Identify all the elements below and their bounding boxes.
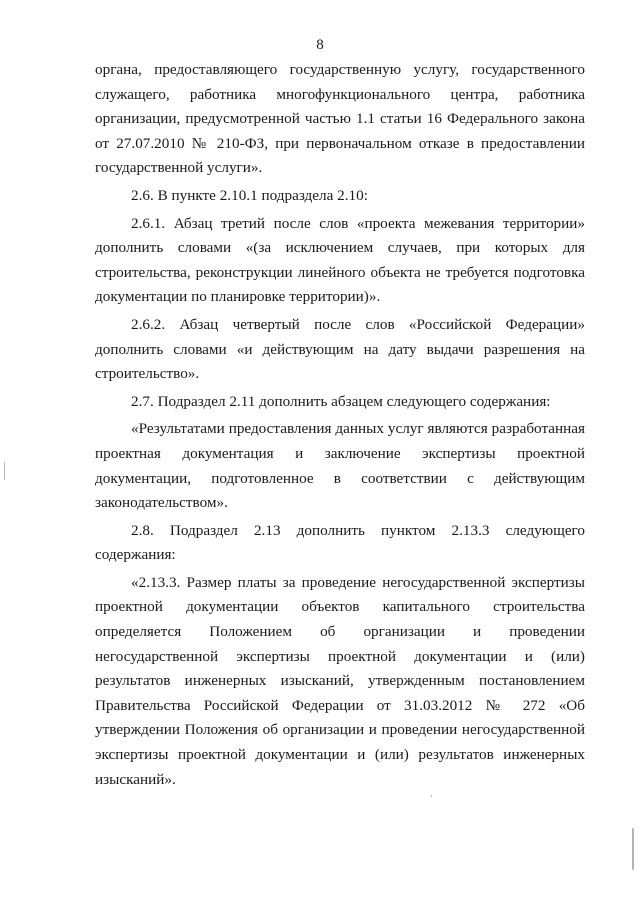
paragraph-2-6-2: 2.6.2. Абзац четвертый после слов «Российской Федерации» дополнить словами «и действующим на дату выдачи разрешения на строительство».	[95, 315, 585, 383]
document-body	[95, 58, 585, 792]
paragraph-continuation: органа, предоставляющего государственную услугу, государственного служащего, работника многофункционального центра, работника организации, предусмотренной частью 1.1 статьи 16 Федерального закона от 27.07.2010 № 210-ФЗ, при первоначальном отказе в предоставлении государственной услуги».	[95, 61, 585, 177]
scan-artifact-right	[632, 828, 634, 870]
page-number: 8	[316, 37, 324, 53]
paragraph-2-8: 2.8. Подраздел 2.13 дополнить пунктом 2.13.3 следующего содержания:	[95, 521, 585, 564]
scan-artifact-left	[4, 462, 5, 480]
paragraph-2-7: 2.7. Подраздел 2.11 дополнить абзацем следующего содержания:	[131, 392, 551, 410]
paragraph-2-6: 2.6. В пункте 2.10.1 подраздела 2.10:	[131, 186, 368, 204]
paragraph-2-13-3: «2.13.3. Размер платы за проведение негосударственной экспертизы проектной документации объектов капитального строительства определяется Положением об организации и проведении негосударственной экспертизы проектной документации и (или) результатов инженерных изысканий, утвержденным постановлением Правительства Российской Федерации от 31.03.2012 № 272 «Об утверждении Положения об организации и проведении негосударственной экспертизы проектной документации и (или) результатов инженерных изысканий».	[95, 573, 585, 788]
scan-artifact-dot	[431, 795, 432, 797]
paragraph-2-7-quote: «Результатами предоставления данных услуг являются разработанная проектная документация и заключение экспертизы проектной документации, подготовленное в соответствии с действующим законодательством».	[95, 420, 585, 512]
paragraph-2-6-1: 2.6.1. Абзац третий после слов «проекта межевания территории» дополнить словами «(за исключением случаев, при которых для строительства, реконструкции линейного объекта не требуется подготовка документации по планировке территории)».	[95, 214, 585, 306]
